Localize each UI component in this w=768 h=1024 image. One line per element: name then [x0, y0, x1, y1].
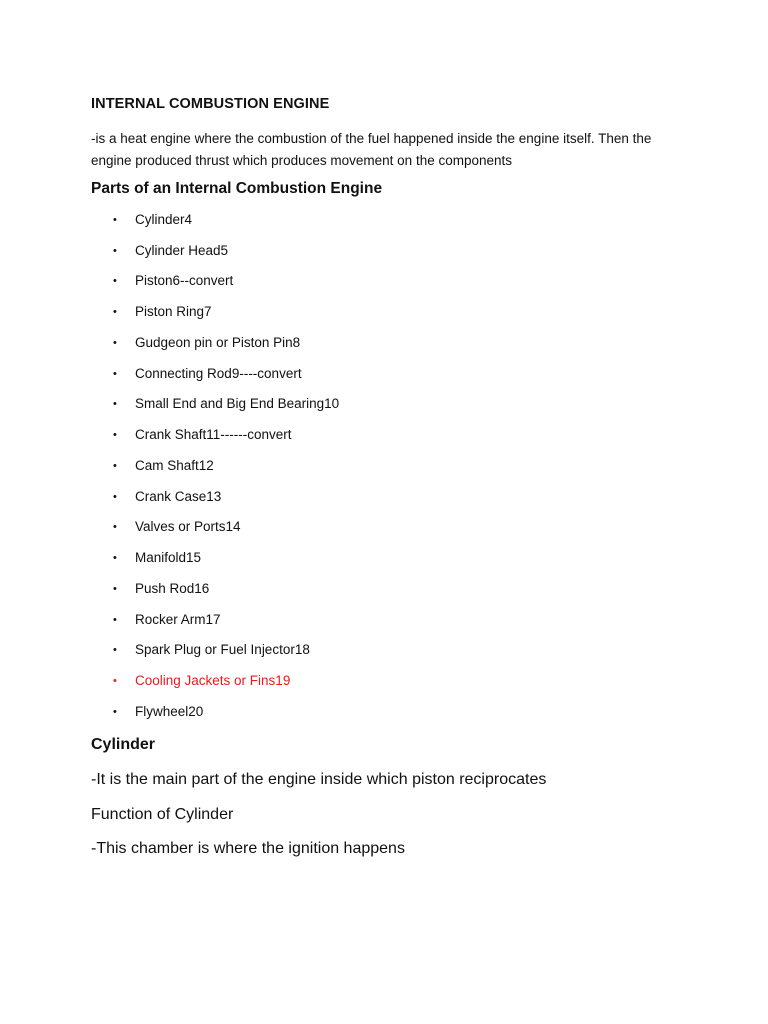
document-title: INTERNAL COMBUSTION ENGINE — [91, 96, 330, 112]
bullet-icon: • — [113, 306, 117, 318]
bullet-icon: • — [113, 583, 117, 595]
bullet-icon: • — [113, 337, 117, 349]
list-item-label: Manifold15 — [135, 550, 202, 565]
list-item-label: Crank Case13 — [135, 489, 222, 504]
parts-heading: Parts of an Internal Combustion Engine — [91, 180, 383, 197]
list-item-label: Flywheel20 — [135, 704, 204, 719]
list-item-label: Cam Shaft12 — [135, 458, 214, 473]
list-item-label: Piston6--convert — [135, 273, 234, 288]
list-item-label: Rocker Arm17 — [135, 612, 221, 627]
list-item-label: Valves or Ports14 — [135, 519, 241, 534]
bullet-icon: • — [113, 521, 117, 533]
bullet-icon: • — [113, 491, 117, 503]
list-item-label: Push Rod16 — [135, 581, 210, 596]
bullet-icon: • — [113, 614, 117, 626]
function-heading: Function of Cylinder — [91, 806, 234, 823]
bullet-icon: • — [113, 644, 117, 656]
bullet-icon: • — [113, 214, 117, 226]
bullet-icon: • — [113, 706, 117, 718]
list-item-label: Crank Shaft11------convert — [135, 427, 292, 442]
bullet-icon: • — [113, 368, 117, 380]
bullet-icon: • — [113, 429, 117, 441]
intro-paragraph: -is a heat engine where the combustion of the fuel happened inside the engine itself. Then the engine produced thrust which produces movement on the components — [91, 131, 652, 168]
bullet-icon: • — [113, 245, 117, 257]
list-item-label: Connecting Rod9----convert — [135, 366, 302, 381]
function-description: -This chamber is where the ignition happens — [91, 840, 405, 857]
list-item-label: Small End and Big End Bearing10 — [135, 396, 340, 411]
list-item-label: Piston Ring7 — [135, 304, 212, 319]
cylinder-description: -It is the main part of the engine inside which piston reciprocates — [91, 771, 547, 788]
bullet-icon: • — [113, 275, 117, 287]
list-item-label: Cylinder4 — [135, 212, 193, 227]
bullet-icon: • — [113, 675, 117, 687]
list-item-label: Gudgeon pin or Piston Pin8 — [135, 335, 301, 350]
bullet-icon: • — [113, 398, 117, 410]
cylinder-heading: Cylinder — [91, 736, 156, 753]
list-item-label: Cylinder Head5 — [135, 243, 229, 258]
bullet-icon: • — [113, 460, 117, 472]
list-item-label: Spark Plug or Fuel Injector18 — [135, 642, 310, 657]
list-item-label: Cooling Jackets or Fins19 — [135, 673, 291, 688]
bullet-icon: • — [113, 552, 117, 564]
